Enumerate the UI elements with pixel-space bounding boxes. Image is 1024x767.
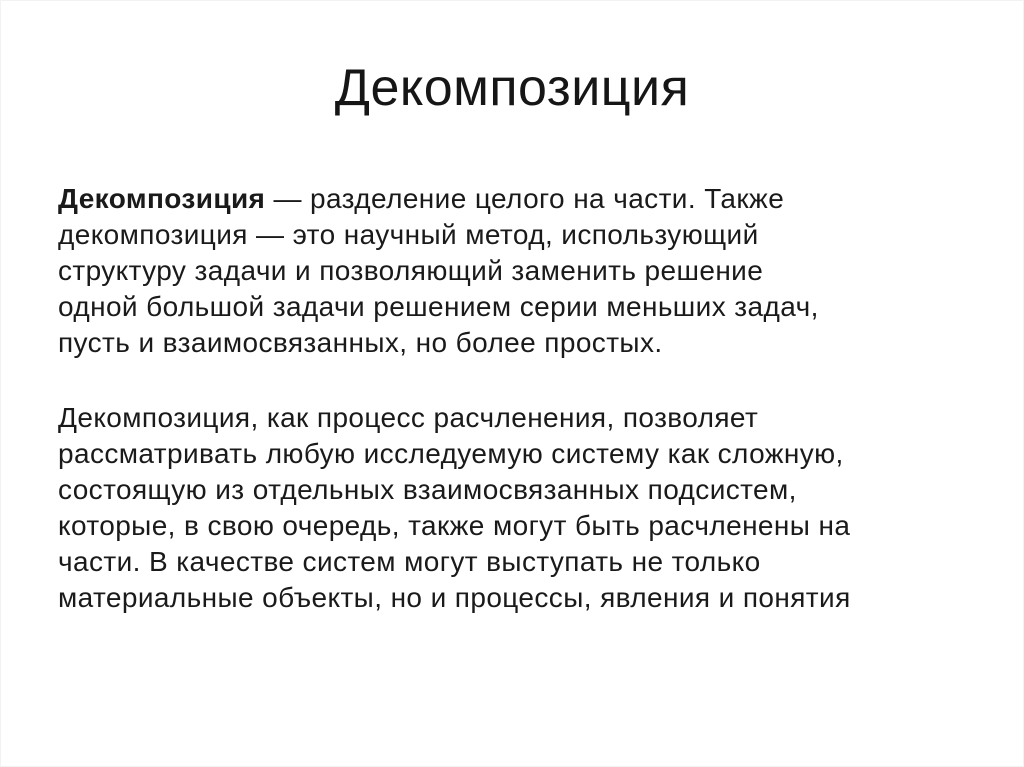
text-line: части. В качестве систем могут выступать не только xyxy=(58,546,761,577)
text-line xyxy=(58,181,973,217)
text-line: Декомпозиция, как процесс расчленения, позволяет xyxy=(58,402,759,433)
text-line: пусть и взаимосвязанных, но более простых. xyxy=(58,327,663,358)
text-line: которые, в свою очередь, также могут быть расчленены на xyxy=(58,510,851,541)
text-line: одной большой задачи решением серии меньших задач, xyxy=(58,291,819,322)
text-line: рассматривать любую исследуемую систему как сложную, xyxy=(58,438,844,469)
text-line: структуру задачи и позволяющий заменить решение xyxy=(58,255,764,286)
slide-title: Декомпозиция xyxy=(334,59,690,117)
text-line: материальные объекты, но и процессы, явления и понятия xyxy=(58,582,851,613)
text-line-rest: — разделение целого на части. Также xyxy=(265,183,785,214)
process-paragraph xyxy=(58,400,973,616)
definition-paragraph xyxy=(58,181,973,361)
text-line: состоящую из отдельных взаимосвязанных подсистем, xyxy=(58,474,797,505)
slide-body xyxy=(58,181,973,616)
text-line: декомпозиция — это научный метод, использующий xyxy=(58,219,759,250)
term-bold: Декомпозиция xyxy=(58,183,266,214)
